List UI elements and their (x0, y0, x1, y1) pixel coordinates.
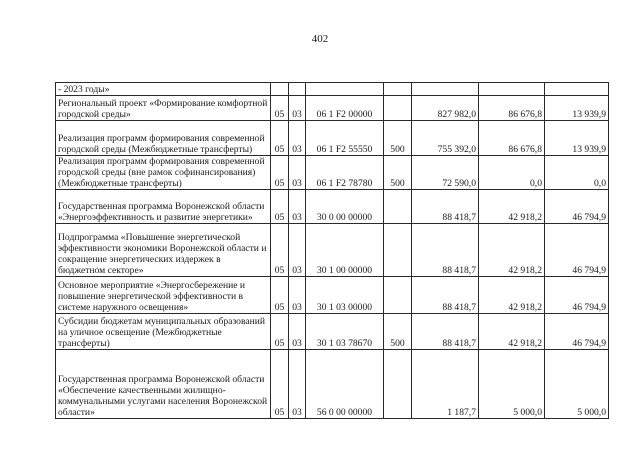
row-subsection-code: 03 (289, 96, 306, 121)
row-amount-2: 42 918,2 (479, 277, 545, 314)
row-expense-type (384, 224, 412, 277)
row-amount-1: 827 982,0 (412, 96, 479, 121)
row-subsection-code: 03 (289, 350, 306, 419)
row-amount-1 (412, 83, 479, 96)
row-amount-1: 88 418,7 (412, 190, 479, 224)
row-target-article: 30 1 03 00000 (306, 277, 384, 314)
row-name: - 2023 годы» (56, 83, 271, 96)
row-amount-2 (479, 83, 545, 96)
row-name: Государственная программа Воронежской области «Энергоэффективность и развитие энергетики» (56, 190, 271, 224)
row-amount-2: 42 918,2 (479, 190, 545, 224)
row-amount-2: 42 918,2 (479, 314, 545, 350)
table-row (56, 277, 609, 314)
row-amount-2: 5 000,0 (479, 350, 545, 419)
row-amount-2: 86 676,8 (479, 96, 545, 121)
row-target-article: 30 0 00 00000 (306, 190, 384, 224)
row-subsection-code: 03 (289, 277, 306, 314)
row-subsection-code (289, 83, 306, 96)
row-amount-3: 0,0 (545, 156, 609, 190)
row-target-article: 06 1 F2 55550 (306, 121, 384, 156)
table-row (56, 314, 609, 350)
row-section-code (271, 83, 289, 96)
row-expense-type (384, 190, 412, 224)
row-name: Субсидии бюджетам муниципальных образований на уличное освещение (Межбюджетные трансферты) (56, 314, 271, 350)
row-name: Реализация программ формирования современной городской среды (вне рамок софинансирования) (Межбюджетные трансферты) (56, 156, 271, 190)
table-row (56, 190, 609, 224)
row-target-article: 30 1 03 78670 (306, 314, 384, 350)
table-row (56, 350, 609, 419)
row-amount-1: 1 187,7 (412, 350, 479, 419)
row-target-article: 06 1 F2 78780 (306, 156, 384, 190)
row-amount-1: 88 418,7 (412, 277, 479, 314)
row-expense-type: 500 (384, 121, 412, 156)
row-name: Реализация программ формирования современной городской среды (Межбюджетные трансферты) (56, 121, 271, 156)
row-amount-3: 13 939,9 (545, 121, 609, 156)
row-section-code: 05 (271, 350, 289, 419)
row-amount-3: 46 794,9 (545, 190, 609, 224)
row-name: Подпрограмма «Повышение энергетической эффективности экономики Воронежской области и сокращение энергетических издержек в бюджетном секторе» (56, 224, 271, 277)
row-section-code: 05 (271, 156, 289, 190)
row-amount-3: 46 794,9 (545, 314, 609, 350)
table-row (56, 96, 609, 121)
row-amount-1: 88 418,7 (412, 224, 479, 277)
row-name: Региональный проект «Формирование комфортной городской среды» (56, 96, 271, 121)
row-target-article (306, 83, 384, 96)
row-expense-type (384, 96, 412, 121)
row-amount-3: 5 000,0 (545, 350, 609, 419)
row-target-article: 30 1 00 00000 (306, 224, 384, 277)
row-amount-3: 13 939,9 (545, 96, 609, 121)
row-subsection-code: 03 (289, 314, 306, 350)
row-amount-3 (545, 83, 609, 96)
row-name: Основное мероприятие «Энергосбережение и повышение энергетической эффективности в системе наружного освещения» (56, 277, 271, 314)
row-target-article: 56 0 00 00000 (306, 350, 384, 419)
page-number: 402 (311, 33, 329, 45)
row-section-code: 05 (271, 314, 289, 350)
row-amount-1: 755 392,0 (412, 121, 479, 156)
row-amount-1: 72 590,0 (412, 156, 479, 190)
row-section-code: 05 (271, 96, 289, 121)
row-amount-3: 46 794,9 (545, 224, 609, 277)
row-name: Государственная программа Воронежской области «Обеспечение качественными жилищно-коммунальными услугами населения Воронежской области» (56, 350, 271, 419)
row-amount-3: 46 794,9 (545, 277, 609, 314)
table-row (56, 121, 609, 156)
row-amount-2: 0,0 (479, 156, 545, 190)
row-expense-type (384, 350, 412, 419)
row-amount-2: 86 676,8 (479, 121, 545, 156)
row-target-article: 06 1 F2 00000 (306, 96, 384, 121)
row-amount-1: 88 418,7 (412, 314, 479, 350)
table-row (56, 83, 609, 96)
row-subsection-code: 03 (289, 156, 306, 190)
row-section-code: 05 (271, 121, 289, 156)
row-section-code: 05 (271, 224, 289, 277)
row-expense-type: 500 (384, 156, 412, 190)
row-expense-type (384, 277, 412, 314)
table-row (56, 224, 609, 277)
row-section-code: 05 (271, 190, 289, 224)
row-expense-type (384, 83, 412, 96)
row-subsection-code: 03 (289, 224, 306, 277)
table-row (56, 156, 609, 190)
row-expense-type: 500 (384, 314, 412, 350)
budget-table (55, 82, 609, 419)
row-amount-2: 42 918,2 (479, 224, 545, 277)
row-subsection-code: 03 (289, 190, 306, 224)
row-subsection-code: 03 (289, 121, 306, 156)
row-section-code: 05 (271, 277, 289, 314)
